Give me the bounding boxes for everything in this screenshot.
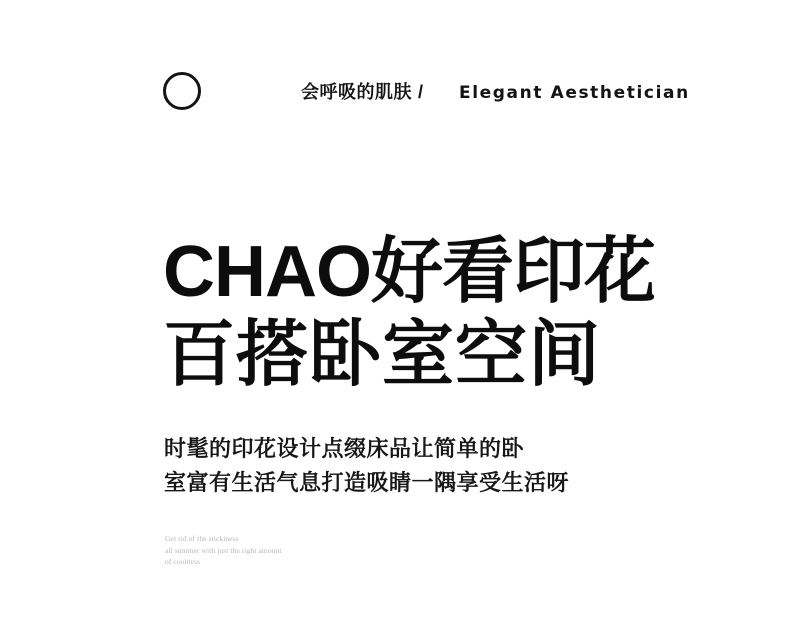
fineprint-line-1: Get rid of the stickiness [165,534,239,543]
headline-line-1: CHAO好看印花 [163,232,655,312]
kicker-divider: / [418,82,424,102]
header-kicker [301,78,690,104]
headline-line-2: 百搭卧室空间 [163,315,602,396]
header [163,72,690,110]
page-title [163,232,655,396]
kicker-english: Elegant Aesthetician [459,83,690,103]
subcopy-line-1: 时髦的印花设计点缀床品让简单的卧 [164,436,525,461]
subcopy-line-2: 室富有生活气息打造吸睛一隅享受生活呀 [164,470,570,496]
fineprint [165,533,365,568]
fineprint-line-2: all summer with just the right amount [165,545,282,555]
circle-outline-icon [163,72,201,110]
fineprint-line-3: of coolness [165,557,201,567]
subcopy [164,432,569,500]
kicker-chinese: 会呼吸的肌肤 [301,82,412,102]
